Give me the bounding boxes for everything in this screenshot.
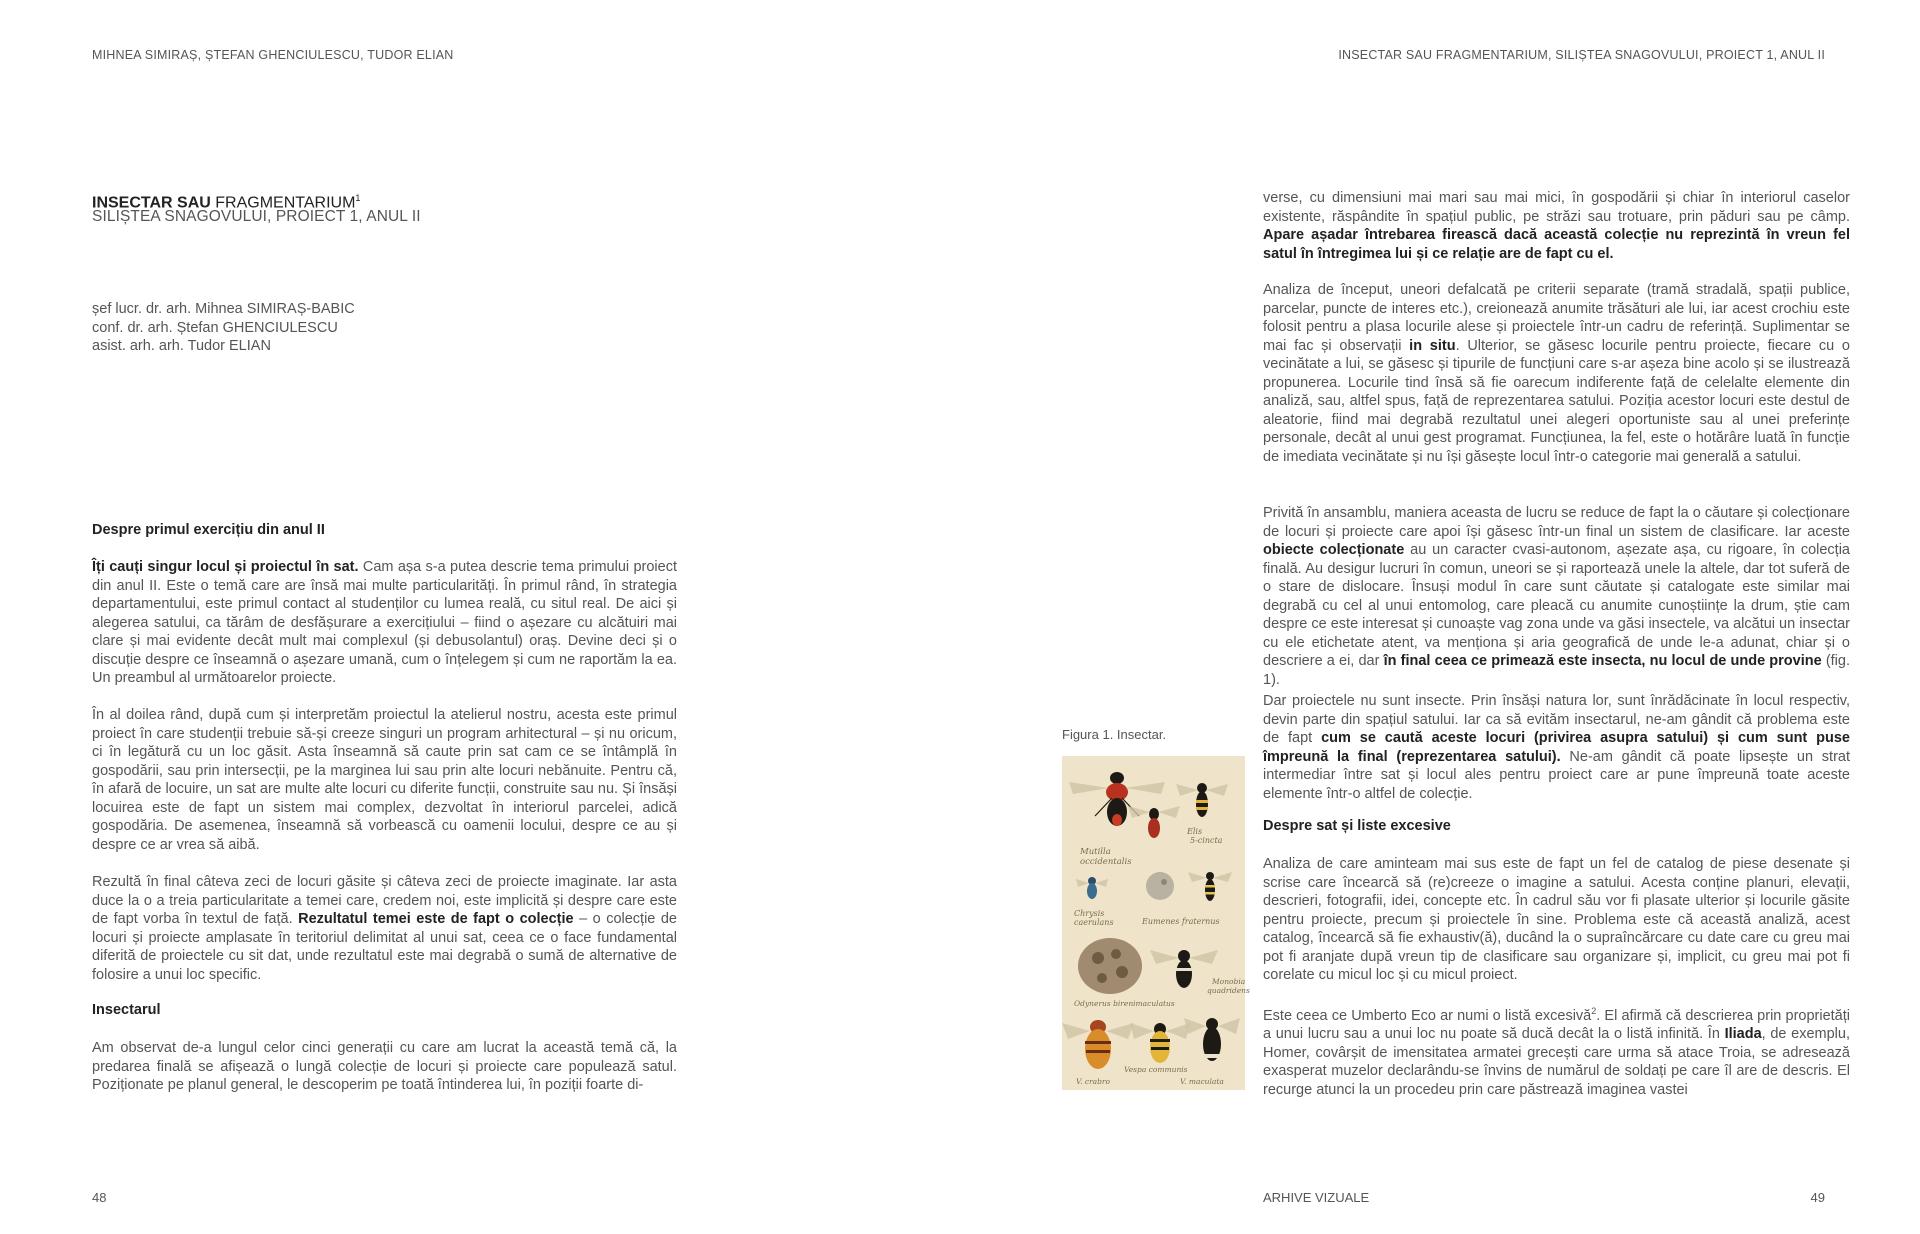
section-heading-insectarul: Insectarul xyxy=(92,1002,161,1018)
svg-text:caerulans: caerulans xyxy=(1074,918,1114,927)
svg-text:5-cincta: 5-cincta xyxy=(1190,836,1223,845)
title-rest: FRAGMENTARIUM xyxy=(210,194,356,212)
paragraph-right-6 xyxy=(1263,1002,1850,1099)
page-number-right: 49 xyxy=(1810,1190,1825,1205)
paragraph-text: au un caracter cvasi-autonom, așezate așa, cu rigoare, în colecția finală. Au desigur lucruri în comun, uneori se și raportează unele la altele, dar tot suferă de o stare de dislocare. Însuși modul în care sunt căutate și catalogate este similar mai degrabă cu cel al unui entomolog, care pleacă cu anumite cunoștiințe la drum, știe cam despre ce este interesat și cunoaște vag zona unde va găsi insectele, va alcătui un insectar cu ele etichetate atent, va menționa și aria geografică de unde le-a adunat, chiar și o descriere a ei, dar xyxy=(1263,542,1851,669)
label-odynerus: Odynerus birenimaculatus xyxy=(1074,999,1175,1008)
footnote-ref-2: 2 xyxy=(1591,1006,1597,1016)
paragraph-left-1 xyxy=(92,558,677,688)
label-vcrabro: V. crabro xyxy=(1076,1077,1111,1086)
insect-plate-svg xyxy=(1062,756,1250,1090)
paragraph-text: (fig. 1). xyxy=(1263,653,1850,688)
footnote-ref-1: 1 xyxy=(355,193,361,203)
svg-text:quadridens: quadridens xyxy=(1207,986,1250,995)
paragraph-left-4: Am observat de-a lungul celor cinci generații cu care am lucrat la această temă că, la predarea finală se afișează o lungă colecție de locuri și proiecte care populează satul. Poziționate pe planul general, le descoperim pe toată întinderea lui, în poziții foarte di- xyxy=(92,1040,677,1093)
label-chrysis: Chrysis xyxy=(1074,909,1105,918)
label-vmaculata: V. maculata xyxy=(1180,1077,1224,1086)
label-monobia: Monobia xyxy=(1212,977,1246,986)
label-eumenes: Eumenes fraternus xyxy=(1142,917,1220,926)
author-2: conf. dr. arh. Ștefan GHENCIULESCU xyxy=(92,319,338,336)
insect-nest-small xyxy=(1146,872,1174,900)
paragraph-right-3 xyxy=(1263,504,1850,689)
title-bold: INSECTAR SAU xyxy=(92,194,211,212)
section-heading-sat-liste: Despre sat și liste excesive xyxy=(1263,818,1451,834)
section-heading-first-exercise: Despre primul exercițiu din anul II xyxy=(92,522,325,538)
paragraph-right-2 xyxy=(1263,281,1850,466)
paragraph-text: Rezultă în final câteva zeci de locuri găsite și câteva zeci de proiecte imaginate. Iar asta duce la o a treia particularitate a temei care, credem noi, este implicită și despre care este de fapt vorba în textul de față. xyxy=(92,874,677,927)
paragraph-right-1 xyxy=(1263,189,1850,263)
paragraph-text: Analiza de început, uneori defalcată pe criterii separate (tramă stradală, spații publice, parcelar, puncte de interes etc.), creionează anumite trăsături ale lui, iar acest crochiu este folosit pentru a plasa locurile alese și proiectele într-un cadru de referință. Suplimentar se mai fac și observații xyxy=(1263,282,1850,354)
label-mutilla: Mutilla xyxy=(1080,847,1111,857)
emphasis-text: Rezultatul temei este de fapt o colecție xyxy=(298,911,574,927)
page-number-left: 48 xyxy=(92,1190,107,1205)
insect-plate-illustration xyxy=(1062,756,1250,1090)
paragraph-right-5: Analiza de care aminteam mai sus este de fapt un fel de catalog de piese desenate și scrise care încearcă să (re)creeze o imagine a satului. Acesta conține planuri, elevații, descrieri, fotografii, idei, concepte etc. În cadrul său vor fi plasate ulterior și locurile găsite pentru proiecte, precum și proiectele în sine. Problema este că această analiză, acest catalog, încearcă să fie exhaustiv(ă), ducând la o supraîncărcare cu date care cu greu mai pot fi aranjate după vreun tip de clasificare sau organizare și, implicit, cu greu mai pot fi corelate cu micul loc și cu micul proiect. xyxy=(1263,856,1850,983)
author-list xyxy=(92,300,355,356)
emphasis-text: Apare așadar întrebarea firească dacă această colecție nu reprezintă în vreun fel satul în întregimea lui și ce relație are de fapt cu el. xyxy=(1263,227,1850,262)
paragraph-text: Dar proiectele nu sunt insecte. Prin însăși natura lor, sunt înrădăcinate în locul respectiv, devin parte din spațiul satului. Iar ca să evităm insectarul, ne-am gândit că problema este de fapt xyxy=(1263,693,1850,746)
paragraph-left-2: În al doilea rând, după cum și interpretăm proiectul la atelierul nostru, acesta este primul proiect în care studenții trebuie să-și creeze singuri un program arhitectural – și nu oricum, ci în legătură cu un loc găsit. Asta înseamnă să caute prin sat cam ce se întâmplă în gospodării, sau prin intersecții, pe la marginea lui sau prin alte locuri nebănuite. Pentru că, în afară de locuire, un sat are multe alte locuri cu diferite funcții, construite sau nu. Și însăși locuirea este de fapt un sistem mai complex, dezvoltat în interiorul parcelei, adică gospodăria. De asemenea, înseamnă să vorbească cu oamenii locului, despre ce au și despre ce ar vrea să aibă. xyxy=(92,707,677,853)
emphasis-text: Îți cauți singur locul și proiectul în sat. xyxy=(92,559,359,575)
paragraph-text: Privită în ansamblu, maniera aceasta de lucru se reduce de fapt la o căutare și colecționare de locuri și proiecte care apoi își găsesc într-un final un sistem de clasificare. Iar aceste xyxy=(1263,505,1850,540)
paragraph-text: . El afirmă că descrierea prin proprietăți a unui lucru sau a unui loc nu poate să ducă decât la o listă infinită. În xyxy=(1263,1007,1850,1043)
paragraph-right-4 xyxy=(1263,692,1850,803)
section-footer-label: ARHIVE VIZUALE xyxy=(1263,1190,1370,1205)
paragraph-left-3 xyxy=(92,873,677,984)
running-header-left: MIHNEA SIMIRAȘ, ȘTEFAN GHENCIULESCU, TUDOR ELIAN xyxy=(92,48,454,62)
label-elis: Elis xyxy=(1187,827,1203,836)
paragraph-text: , de exemplu, Homer, covârșit de imensitatea armatei grecești care urma să atace Troia, se adresează exasperat muzelor declarându-se învins de numărul de soldați pe care îl are de descris. El recurge atunci la un procedeu prin care păstrează imaginea vastei xyxy=(1263,1026,1850,1098)
paragraph-text: Cam așa s-a putea descrie tema primului proiect din anul II. Este o temă care are însă mai multe particularități. În primul rând, în strategia departamentului, este primul contact al studenților cu lumea reală, cu situl real. De aici și alegerea satului, ca tărâm de desfășurare a exercițiului – fiind o așezare cu alcătuiri mai clare și mai evidente decât mult mai complexul (și debusolantul) oraș. Devine deci și o discuție despre ce înseamnă o așezare umană, cum o înțelegem și cum ne raportăm la ea. Un preambul al următoarelor proiecte. xyxy=(92,559,677,686)
running-header-right: INSECTAR SAU FRAGMENTARIUM, SILIȘTEA SNAGOVULUI, PROIECT 1, ANUL II xyxy=(1338,48,1825,62)
emphasis-text: Iliada xyxy=(1724,1026,1762,1043)
emphasis-text: cum se caută aceste locuri (privirea asupra satului) și cum sunt puse împreună la final (reprezentarea satului). xyxy=(1263,730,1850,765)
figure-caption: Figura 1. Insectar. xyxy=(1062,727,1167,742)
paragraph-text: Ne-am gândit că poate lipsește un strat intermediar între sat și locul ales pentru proiect care ar pune împreună toate aceste elemente într-o altfel de colecție. xyxy=(1263,748,1850,802)
emphasis-text: în final ceea ce primează este insecta, nu locul de unde provine xyxy=(1383,653,1822,669)
paragraph-text: verse, cu dimensiuni mai mari sau mai mici, în gospodării și chiar în interiorul caselor existente, răspândite în spațiul public, pe străzi sau trotuare, prin păduri sau pe câmp. xyxy=(1263,190,1850,225)
author-3: asist. arh. arh. Tudor ELIAN xyxy=(92,338,271,354)
label-vespa-communis: Vespa communis xyxy=(1124,1065,1188,1074)
emphasis-text: in situ xyxy=(1409,337,1456,354)
author-1: șef lucr. dr. arh. Mihnea SIMIRAȘ-BABIC xyxy=(92,301,355,317)
emphasis-text: obiecte colecționate xyxy=(1263,542,1405,558)
paragraph-text: . Ulterior, se găsesc locurile pentru proiecte, fiecare cu o vecinătate a lui, se găsesc și tipurile de funcțiuni care s-ar așeza bine acolo și se ilustrează propunerea. Locurile tind însă să fie oarecum indiferente față de celelalte elemente din analiză, sau, altfel spus, față de reprezentarea satului. Poziția acestor locuri este destul de aleatorie, fiind mai degrabă rezultatul unei alegeri oportuniste sau al unei preferințe personale, decât al unui gest programat. Funcțiunea, la fel, este o hotărâre luată în funcție de imediata vecinătate și nu își găsește locul într-o categorie mai generală a satului. xyxy=(1263,337,1850,465)
paragraph-text: Este ceea ce Umberto Eco ar numi o listă excesivă xyxy=(1263,1007,1592,1024)
svg-text:occidentalis: occidentalis xyxy=(1080,857,1132,867)
paragraph-text: – o colecție de locuri și proiecte amplasate în teritoriul delimitat al unui sat, ceea ce o face fundamental diferită de proiectele cu sit dat, unde rezultatul este mai degrabă o sumă de alternative de folosire a unui loc specific. xyxy=(92,911,677,983)
insect-nest-large xyxy=(1078,938,1142,994)
article-subtitle: SILIȘTEA SNAGOVULUI, PROIECT 1, ANUL II xyxy=(92,208,421,225)
